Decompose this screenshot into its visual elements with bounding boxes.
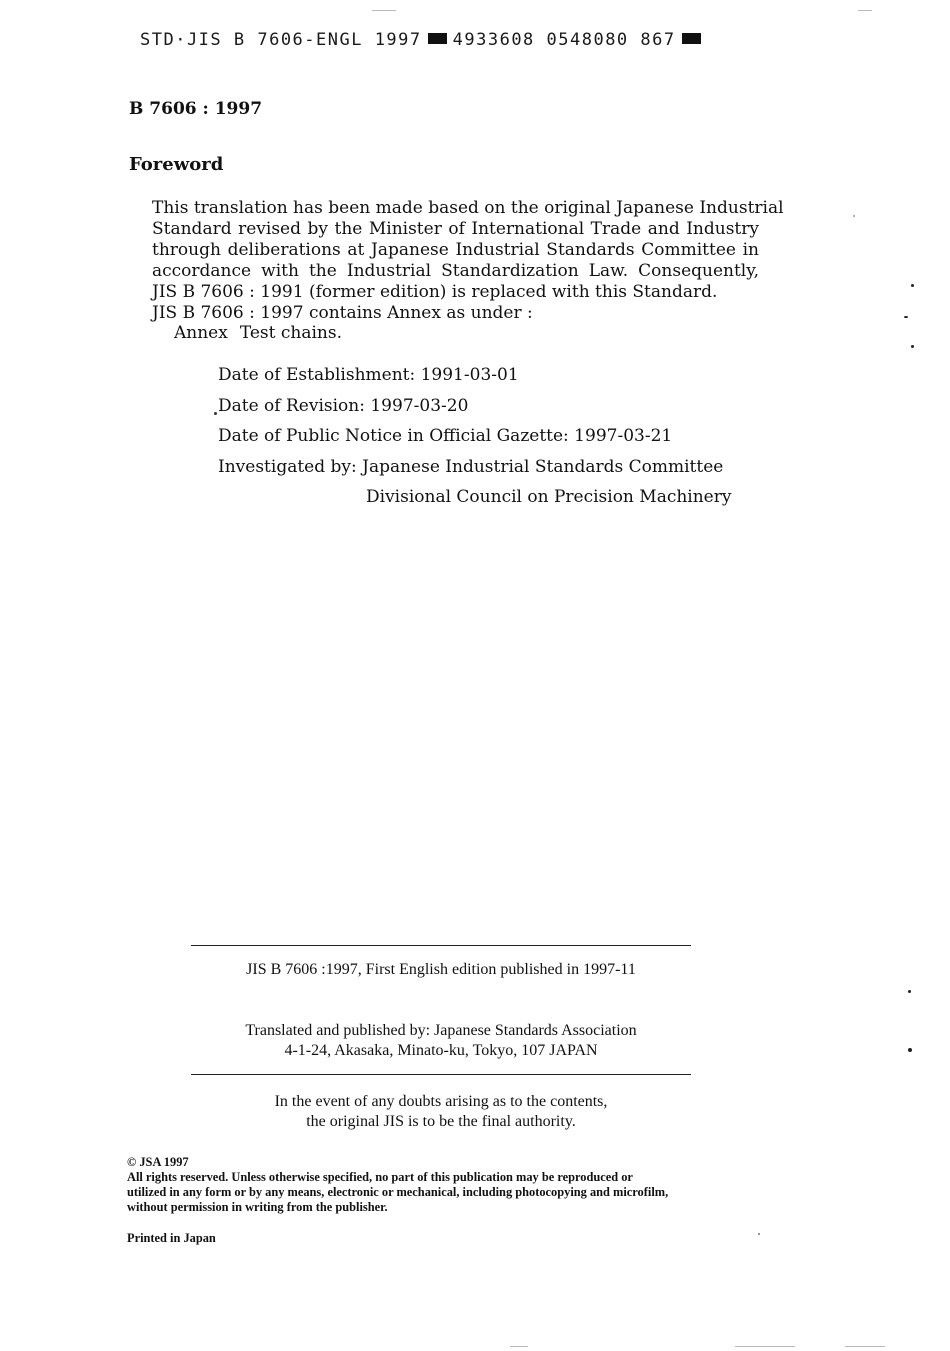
paragraph-line: through deliberations at Japanese Industrial Standards Committee in — [152, 240, 759, 260]
edition-line: JIS B 7606 :1997, First English edition published in 1997-11 — [246, 961, 636, 978]
scan-speck — [911, 284, 914, 287]
rights-text: without permission in writing from the publisher. — [127, 1200, 388, 1214]
paragraph-line: JIS B 7606 : 1997 contains Annex as under : — [152, 303, 533, 323]
scan-hairline — [845, 1346, 885, 1347]
scan-header-code — [140, 30, 707, 50]
dates-block — [218, 365, 731, 518]
document-number: B 7606 : 1997 — [129, 99, 263, 119]
top-divider — [191, 945, 691, 946]
scan-speck — [908, 1048, 912, 1052]
foreword-paragraph — [152, 198, 784, 324]
authority-note-line: In the event of any doubts arising as to the contents, — [274, 1093, 608, 1110]
scan-hairline — [510, 1346, 528, 1347]
paragraph-line: Standard revised by the Minister of International Trade and Industry — [152, 219, 759, 239]
scan-hairline — [372, 10, 396, 11]
investigating-council: Divisional Council on Precision Machinery — [366, 487, 732, 507]
publisher-address: 4-1-24, Akasaka, Minato-ku, Tokyo, 107 JAPAN — [284, 1042, 598, 1059]
scan-speck — [758, 1233, 760, 1235]
scan-hairline — [858, 10, 872, 11]
date-establishment: Date of Establishment: 1991-03-01 — [218, 365, 519, 385]
publisher-block — [191, 1021, 691, 1061]
investigated-by: Investigated by: Japanese Industrial Standards Committee — [218, 456, 724, 477]
authority-note-line: the original JIS is to be the final authority. — [306, 1113, 576, 1130]
authority-note — [191, 1092, 691, 1132]
scan-speck — [853, 215, 855, 217]
translated-by: Translated and published by: Japanese Standards Association — [245, 1022, 637, 1039]
scan-speck — [214, 412, 217, 415]
date-public-notice: Date of Public Notice in Official Gazette: 1997-03-21 — [218, 426, 673, 446]
rights-text: utilized in any form or by any means, electronic or mechanical, including photocopying and microfilm, — [127, 1185, 669, 1199]
header-code-text: STD·JIS B 7606-ENGL 1997 — [140, 30, 422, 50]
annex-title: Test chains. — [239, 323, 342, 343]
paragraph-line: accordance with the Industrial Standardization Law. Consequently, — [152, 261, 759, 281]
black-block-mark — [428, 33, 447, 44]
annex-entry — [174, 323, 342, 343]
copyright-block — [127, 1155, 767, 1215]
paragraph-line: This translation has been made based on the original Japanese Industrial — [152, 198, 784, 218]
bottom-divider — [191, 1074, 691, 1075]
scan-hairline — [735, 1346, 795, 1347]
header-code-number: 4933608 0548080 867 — [452, 30, 676, 50]
foreword-heading: Foreword — [129, 154, 224, 175]
printed-in: Printed in Japan — [127, 1231, 216, 1245]
scan-speck — [908, 990, 911, 993]
scan-speck — [904, 316, 908, 318]
paragraph-line: JIS B 7606 : 1991 (former edition) is replaced with this Standard. — [152, 282, 718, 302]
rights-text: All rights reserved. Unless otherwise specified, no part of this publication may be reproduced or — [127, 1170, 633, 1184]
black-block-mark — [682, 33, 701, 44]
scan-speck — [911, 345, 914, 348]
annex-label: Annex — [174, 323, 228, 343]
copyright-notice: © JSA 1997 — [127, 1155, 189, 1169]
date-revision: Date of Revision: 1997-03-20 — [218, 395, 469, 416]
